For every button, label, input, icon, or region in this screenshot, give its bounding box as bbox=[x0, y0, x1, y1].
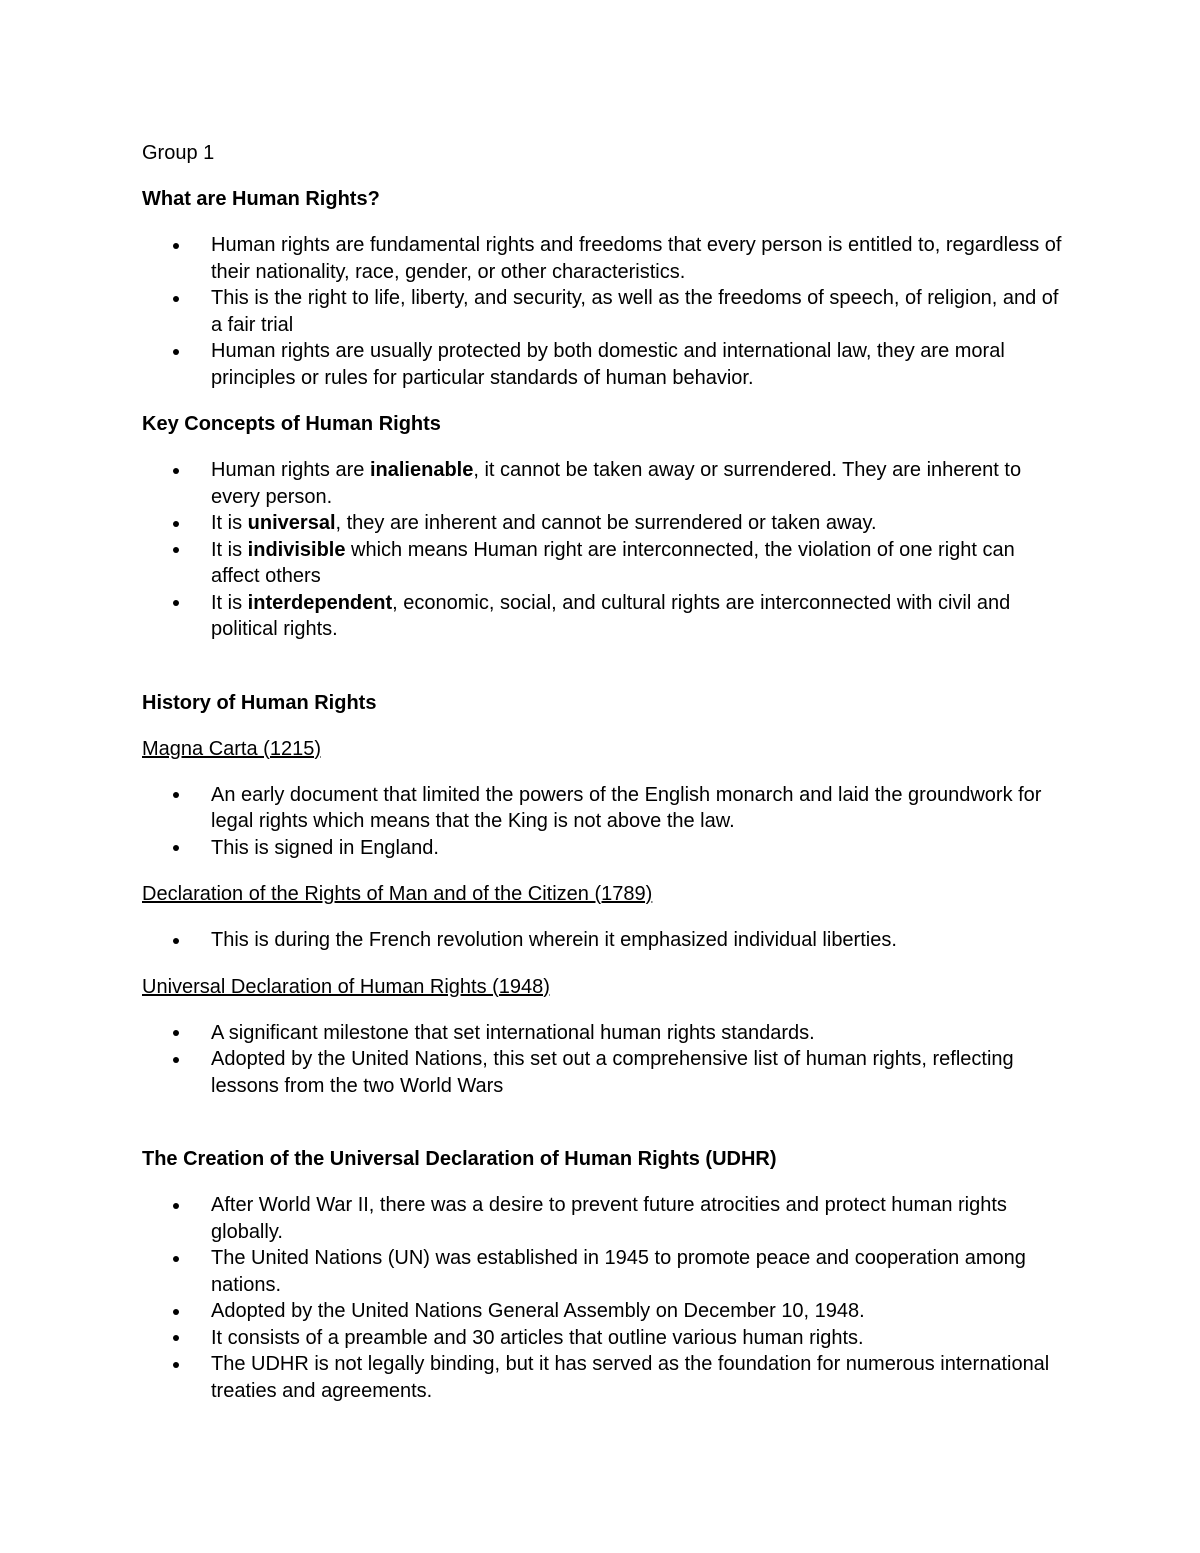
bullet-icon bbox=[173, 1362, 179, 1368]
list-item: After World War II, there was a desire to prevent future atrocities and protect human rights globally. bbox=[142, 1192, 1062, 1245]
bullet-icon bbox=[173, 600, 179, 606]
list-item: It is universal, they are inherent and cannot be surrendered or taken away. bbox=[142, 510, 1062, 537]
list-item: A significant milestone that set international human rights standards. bbox=[142, 1020, 1062, 1047]
bullet-icon bbox=[173, 243, 179, 249]
bullet-icon bbox=[173, 792, 179, 798]
subheading-magna-carta: Magna Carta (1215) bbox=[142, 737, 321, 760]
bullet-icon bbox=[173, 296, 179, 302]
group-label: Group 1 bbox=[142, 142, 215, 164]
heading-what-are-human-rights: What are Human Rights? bbox=[142, 188, 380, 210]
bullet-icon bbox=[173, 1030, 179, 1036]
bullet-icon bbox=[173, 1057, 179, 1063]
bullet-list-key-concepts bbox=[142, 457, 1062, 643]
list-item: Adopted by the United Nations, this set out a comprehensive list of human rights, reflecting lessons from the two World Wars bbox=[142, 1046, 1062, 1099]
list-item: The UDHR is not legally binding, but it has served as the foundation for numerous international treaties and agreements. bbox=[142, 1351, 1062, 1404]
key-term: universal bbox=[247, 512, 336, 534]
bullet-icon bbox=[173, 1203, 179, 1209]
bullet-list-creation-udhr bbox=[142, 1192, 1062, 1404]
bullet-icon bbox=[173, 521, 179, 527]
list-item: An early document that limited the powers of the English monarch and laid the groundwork for legal rights which means that the King is not above the law. bbox=[142, 782, 1062, 835]
bullet-icon bbox=[173, 1256, 179, 1262]
list-item: The United Nations (UN) was established in 1945 to promote peace and cooperation among nations. bbox=[142, 1245, 1062, 1298]
bullet-icon bbox=[173, 1309, 179, 1315]
list-item: It is indivisible which means Human right are interconnected, the violation of one right can affect others bbox=[142, 537, 1062, 590]
bullet-list-what-are-human-rights bbox=[142, 232, 1062, 391]
heading-history: History of Human Rights bbox=[142, 691, 377, 714]
list-item: It consists of a preamble and 30 articles that outline various human rights. bbox=[142, 1325, 1062, 1352]
heading-creation-udhr: The Creation of the Universal Declaration of Human Rights (UDHR) bbox=[142, 1148, 777, 1170]
key-term: indivisible bbox=[247, 538, 346, 561]
bullet-icon bbox=[173, 547, 179, 553]
key-term: interdependent bbox=[247, 591, 393, 614]
list-item: Human rights are inalienable, it cannot be taken away or surrendered. They are inherent to every person. bbox=[142, 457, 1062, 510]
document-page bbox=[142, 140, 1062, 1424]
list-item: Adopted by the United Nations General Assembly on December 10, 1948. bbox=[142, 1298, 1062, 1325]
bullet-list-magna-carta bbox=[142, 782, 1062, 862]
heading-key-concepts: Key Concepts of Human Rights bbox=[142, 413, 441, 435]
list-item: This is signed in England. bbox=[142, 835, 1062, 862]
list-item: This is the right to life, liberty, and security, as well as the freedoms of speech, of religion, and of a fair trial bbox=[142, 285, 1062, 338]
bullet-icon bbox=[173, 845, 179, 851]
list-item: Human rights are usually protected by both domestic and international law, they are moral principles or rules for particular standards of human behavior. bbox=[142, 338, 1062, 391]
bullet-list-declaration-rights-of-man bbox=[142, 927, 1062, 954]
list-item: It is interdependent, economic, social, and cultural rights are interconnected with civil and political rights. bbox=[142, 590, 1062, 643]
bullet-icon bbox=[173, 468, 179, 474]
bullet-icon bbox=[173, 938, 179, 944]
subheading-udhr: Universal Declaration of Human Rights (1948) bbox=[142, 975, 550, 998]
list-item: This is during the French revolution wherein it emphasized individual liberties. bbox=[142, 927, 1062, 954]
subheading-declaration-rights-of-man: Declaration of the Rights of Man and of the Citizen (1789) bbox=[142, 883, 653, 905]
bullet-icon bbox=[173, 1335, 179, 1341]
bullet-list-udhr bbox=[142, 1020, 1062, 1100]
bullet-icon bbox=[173, 349, 179, 355]
list-item: Human rights are fundamental rights and freedoms that every person is entitled to, regardless of their nationality, race, gender, or other characteristics. bbox=[142, 232, 1062, 285]
key-term: inalienable bbox=[369, 459, 474, 481]
